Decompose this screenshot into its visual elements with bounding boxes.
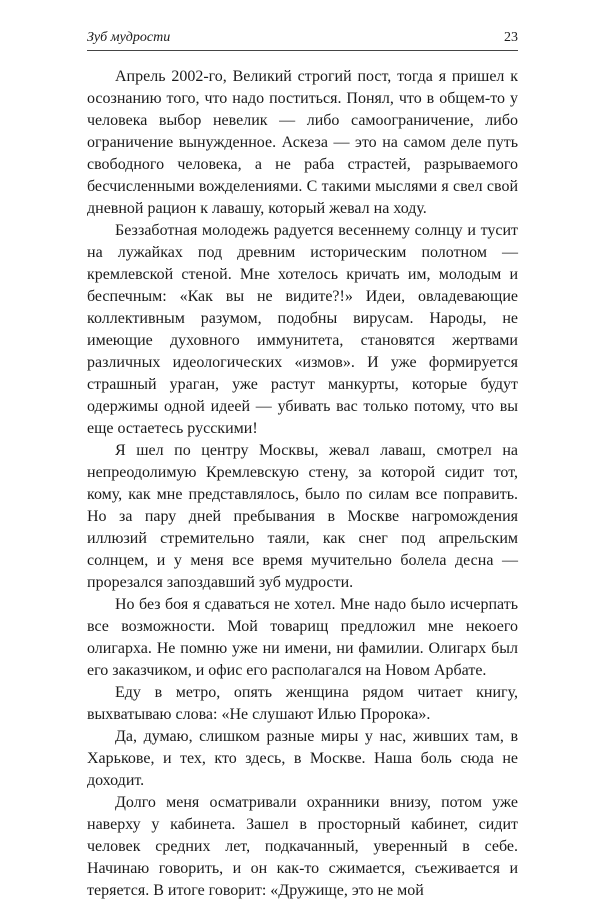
paragraph: Еду в метро, опять женщина рядом читает книгу, выхватываю слова: «Не слушают Илью Пророка». xyxy=(87,684,518,723)
paragraph: Да, думаю, слишком разные миры у нас, живших там, в Харькове, и тех, кто здесь, в Москве. Наша боль сюда не доходит. xyxy=(87,728,518,789)
paragraph: Но без боя я сдаваться не хотел. Мне надо было исчерпать все возможности. Мой товарищ предложил мне некоего олигарха. Не помню уже ни имени, ни фамилии. Олигарх был его заказчиком, и офис его располагался на Новом Арбате. xyxy=(87,596,518,679)
paragraph: Беззаботная молодежь радуется весеннему солнцу и тусит на лужайках под древним историческим полотном — кремлевской стеной. Мне хотелось кричать им, молодым и беспечным: «Как вы не видите?!» Идеи, овладевающие коллективным разумом, подобны вирусам. Народы, не имеющие духовного иммунитета, становятся жертвами различных идеологических «измов». И уже формируется страшный ураган, уже растут манкурты, которые будут одержимы одной идеей — убивать вас только потому, что вы еще остаетесь русскими! xyxy=(87,222,518,437)
page-number: 23 xyxy=(504,30,518,45)
paragraph: Я шел по центру Москвы, жевал лаваш, смотрел на непреодолимую Кремлевскую стену, за которой сидит тот, кому, как мне представлялось, было по силам все поправить. Но за пару дней пребывания в Москве нагромождения иллюзий стремительно таяли, как снег под апрельским солнцем, и у меня все время мучительно болела десна — прорезался запоздавший зуб мудрости. xyxy=(87,442,518,591)
running-title: Зуб мудрости xyxy=(87,30,171,45)
page-header xyxy=(87,26,518,51)
paragraph: Долго меня осматривали охранники внизу, потом уже наверху у кабинета. Зашел в просторный кабинет, сидит человек средних лет, подкачанный, уверенный в себе. Начинаю говорить, и он как-то сжимается, съеживается и теряется. В итоге говорит: «Дружище, это не мой xyxy=(87,794,518,899)
text-body xyxy=(87,66,518,902)
paragraph: Апрель 2002-го, Великий строгий пост, тогда я пришел к осознанию того, что надо поститься. Понял, что в общем-то у человека выбор невелик — либо самоограничение, либо ограничение вынужденное. Аскеза — это на самом деле путь свободного человека, а не раба страстей, разрываемого бесчисленными вожделениями. С такими мыслями я свел свой дневной рацион к лавашу, который жевал на ходу. xyxy=(87,68,518,217)
